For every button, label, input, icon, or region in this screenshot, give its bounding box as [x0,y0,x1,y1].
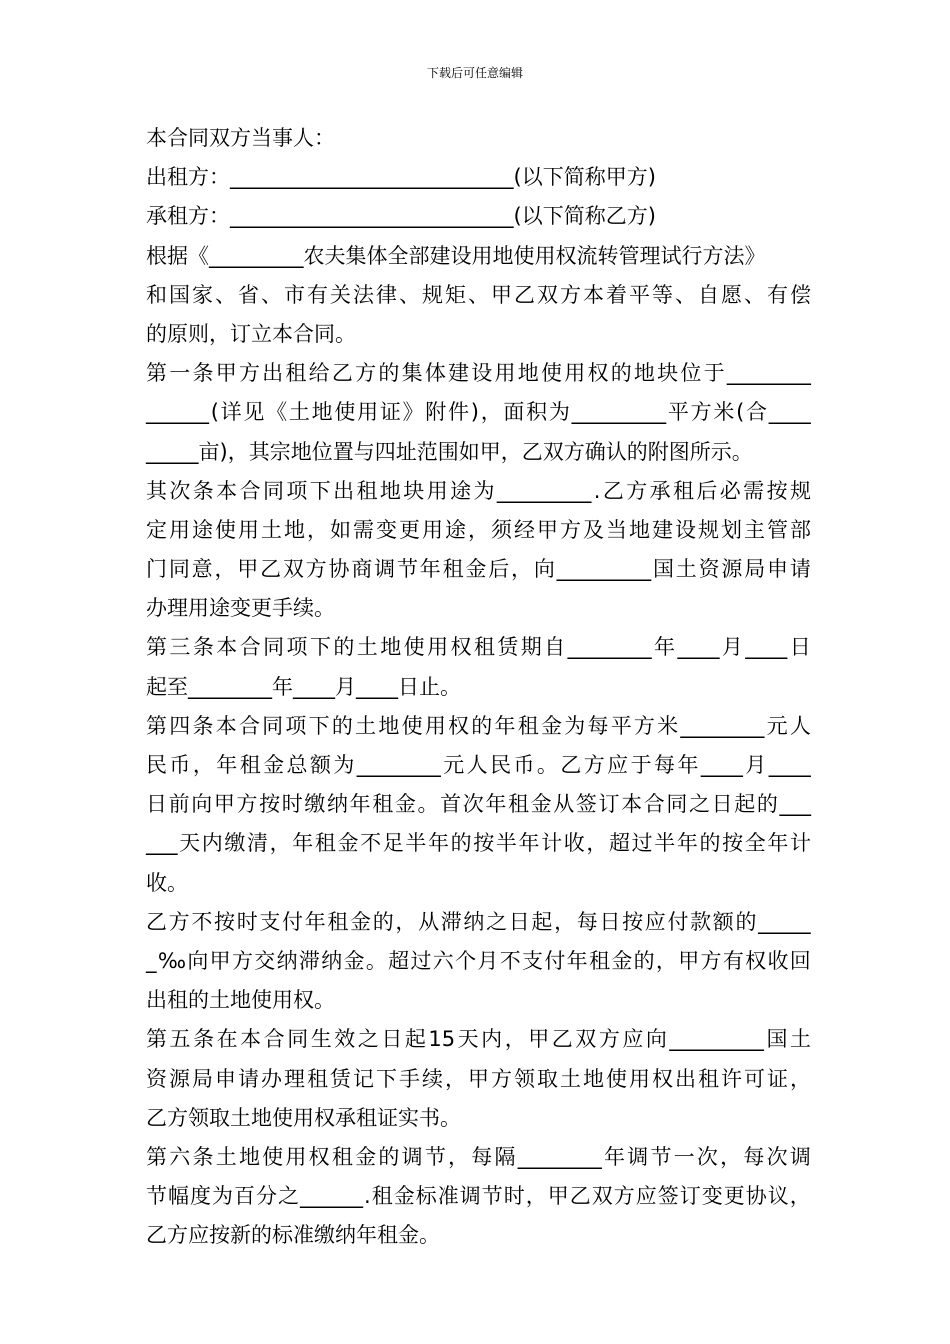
contract-line: 第 五 条 在 本 合 同 生 效 之 日 起 15 天 内 ， 甲 乙 双 方 应 向 _________ 国 土 [146,1027,811,1052]
contract-line: 根据《_________农夫集体全部建设用地使用权流转管理试行方法》 [146,243,766,268]
contract-line: 第 一 条 甲 方 出 租 给 乙 方 的 集 体 建 设 用 地 使 用 权 的 地 块 位 于 ________ [146,361,811,386]
contract-line: 节 幅 度 为 百 分 之 ______ . 租 金 标 准 调 节 时 ， 甲 乙 双 方 应 签 订 变 更 协 议 ， [146,1184,811,1209]
contract-body [146,119,811,1255]
contract-line: 出租的土地使用权。 [146,988,335,1013]
contract-line: 和 国 家 、 省 、 市 有 关 法 律 、 规 矩 、 甲 乙 双 方 本 着 平 等 、 自 愿 、 有 偿 [146,282,811,307]
contract-line: 乙 方 不 按 时 支 付 年 租 金 的 ， 从 滞 纳 之 日 起 ， 每 日 按 应 付 款 额 的 _____ [146,909,811,934]
contract-line: 承租方：___________________________(以下简称乙方) [146,204,656,229]
contract-line: 门 同 意 ， 甲 乙 双 方 协 商 调 节 年 租 金 后 ， 向 _________ 国 土 资 源 局 申 请 [146,557,811,582]
contract-line: 乙方应按新的标准缴纳年租金。 [146,1223,440,1248]
contract-line: 办理用途变更手续。 [146,596,335,621]
contract-line: 第 四 条 本 合 同 项 下 的 土 地 使 用 权 的 年 租 金 为 每 平 方 米 ________ 元 人 [146,713,811,738]
contract-line: 乙方领取土地使用权承租证实书。 [146,1105,461,1130]
contract-line: 资 源 局 申 请 办 理 租 赁 记 下 手 续 ， 甲 方 领 取 土 地 使 用 权 出 租 许 可 证 ， [146,1066,811,1091]
contract-line: 本合同双方当事人： [146,126,335,150]
contract-line: _ ‰ 向 甲 方 交 纳 滞 纳 金 。 超 过 六 个 月 不 支 付 年 租 金 的 ， 甲 方 有 权 收 回 [146,948,811,973]
contract-line: 第 三 条 本 合 同 项 下 的 土 地 使 用 权 租 赁 期 自 ________ 年 ____ 月 ____ 日 [146,635,811,660]
contract-line: 的原则，订立本合同。 [146,321,356,346]
contract-line: 民 币 ， 年 租 金 总 额 为 ________ 元 人 民 币 。 乙 方 应 于 每 年 ____ 月 ____ [146,753,811,777]
contract-line: 日 前 向 甲 方 按 时 缴 纳 年 租 金 。 首 次 年 租 金 从 签 订 本 合 同 之 日 起 的 ___ [146,792,811,817]
contract-line: _____亩)，其宗地位置与四址范围如甲，乙双方确认的附图所示。 [146,439,753,464]
page-header: 下载后可任意编辑 [426,66,523,80]
contract-line: 出租方：___________________________(以下简称甲方) [146,165,656,190]
contract-line: ___ 天 内 缴 清 ， 年 租 金 不 足 半 年 的 按 半 年 计 收 ， 超 过 半 年 的 按 全 年 计 [146,831,811,856]
contract-line: 收。 [146,870,188,895]
contract-line: 起至________年____月____日止。 [146,674,461,699]
contract-line: 第 六 条 土 地 使 用 权 租 金 的 调 节 ， 每 隔 ________ 年 调 节 一 次 ， 每 次 调 [146,1144,811,1169]
contract-line: 定 用 途 使 用 土 地 ， 如 需 变 更 用 途 ， 须 经 甲 方 及 当 地 建 设 规 划 主 管 部 [146,517,811,542]
contract-line: ______ ( 详 见 《 土 地 使 用 证 》 附 件 ) ， 面 积 为 _________ 平 方 米 ( 合 ____ [146,400,811,425]
contract-line: 其 次 条 本 合 同 项 下 出 租 地 块 用 途 为 _________ . 乙 方 承 租 后 必 需 按 规 [146,478,811,503]
